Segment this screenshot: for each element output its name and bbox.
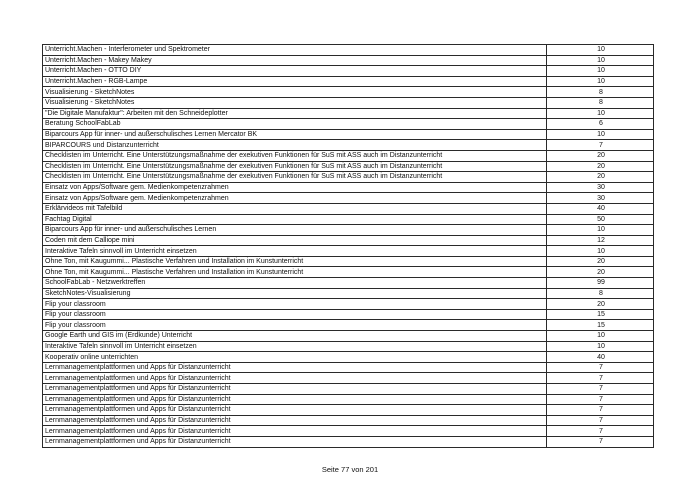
course-title-cell: Checklisten im Unterricht. Eine Unterstützungsmaßnahme der exekutiven Funktionen für SuS mit ASS auch im Distanzunterricht <box>43 161 547 172</box>
table-row <box>43 373 654 384</box>
course-title-cell: Unterricht.Machen - OTTO DIY <box>43 66 547 77</box>
participant-count-cell: 8 <box>547 87 654 98</box>
table-row <box>43 214 654 225</box>
table-row <box>43 45 654 56</box>
participant-count-cell: 7 <box>547 436 654 447</box>
table-row <box>43 341 654 352</box>
table-row <box>43 172 654 183</box>
participant-count-cell: 7 <box>547 362 654 373</box>
course-title-cell: Fachtag Digital <box>43 214 547 225</box>
course-title-cell: Biparcours App für inner- und außerschulisches Lernen <box>43 225 547 236</box>
course-table <box>42 44 654 448</box>
participant-count-cell: 10 <box>547 66 654 77</box>
participant-count-cell: 20 <box>547 161 654 172</box>
table-row <box>43 362 654 373</box>
table-row <box>43 331 654 342</box>
table-row <box>43 426 654 437</box>
participant-count-cell: 7 <box>547 405 654 416</box>
table-row <box>43 108 654 119</box>
table-row <box>43 161 654 172</box>
course-title-cell: Interaktive Tafeln sinnvoll im Unterricht einsetzen <box>43 246 547 257</box>
table-row <box>43 129 654 140</box>
table-row <box>43 66 654 77</box>
participant-count-cell: 7 <box>547 384 654 395</box>
participant-count-cell: 10 <box>547 129 654 140</box>
participant-count-cell: 7 <box>547 140 654 151</box>
participant-count-cell: 15 <box>547 309 654 320</box>
course-title-cell: Biparcours App für inner- und außerschulisches Lernen Mercator BK <box>43 129 547 140</box>
table-row <box>43 235 654 246</box>
participant-count-cell: 12 <box>547 235 654 246</box>
course-title-cell: Erklärvideos mit Tafelbild <box>43 203 547 214</box>
course-title-cell: SketchNotes-Visualisierung <box>43 288 547 299</box>
participant-count-cell: 10 <box>547 246 654 257</box>
participant-count-cell: 30 <box>547 182 654 193</box>
participant-count-cell: 20 <box>547 267 654 278</box>
table-row <box>43 87 654 98</box>
table-row <box>43 150 654 161</box>
participant-count-cell: 20 <box>547 150 654 161</box>
table-row <box>43 55 654 66</box>
participant-count-cell: 40 <box>547 203 654 214</box>
table-row <box>43 278 654 289</box>
table-row <box>43 394 654 405</box>
course-title-cell: Lernmanagementplattformen und Apps für Distanzunterricht <box>43 394 547 405</box>
table-row <box>43 97 654 108</box>
course-table-body <box>43 45 654 448</box>
table-row <box>43 225 654 236</box>
table-row <box>43 203 654 214</box>
participant-count-cell: 20 <box>547 256 654 267</box>
table-row <box>43 436 654 447</box>
participant-count-cell: 20 <box>547 172 654 183</box>
table-row <box>43 405 654 416</box>
course-title-cell: "Die Digitale Manufaktur": Arbeiten mit den Schneideplotter <box>43 108 547 119</box>
page-number: Seite 77 von 201 <box>321 465 379 474</box>
participant-count-cell: 10 <box>547 76 654 87</box>
course-title-cell: Flip your classroom <box>43 309 547 320</box>
course-title-cell: Ohne Ton, mit Kaugummi... Plastische Verfahren und Installation im Kunstunterricht <box>43 256 547 267</box>
table-row <box>43 299 654 310</box>
course-title-cell: Visualisierung - SketchNotes <box>43 87 547 98</box>
table-row <box>43 352 654 363</box>
course-title-cell: Google Earth und GIS im (Erdkunde) Unterricht <box>43 331 547 342</box>
participant-count-cell: 10 <box>547 55 654 66</box>
participant-count-cell: 7 <box>547 415 654 426</box>
table-row <box>43 267 654 278</box>
course-title-cell: Flip your classroom <box>43 299 547 310</box>
participant-count-cell: 10 <box>547 331 654 342</box>
table-row <box>43 182 654 193</box>
table-row <box>43 415 654 426</box>
course-title-cell: Flip your classroom <box>43 320 547 331</box>
course-title-cell: Lernmanagementplattformen und Apps für Distanzunterricht <box>43 362 547 373</box>
table-row <box>43 288 654 299</box>
course-title-cell: BIPARCOURS und Distanzunterricht <box>43 140 547 151</box>
course-title-cell: Lernmanagementplattformen und Apps für Distanzunterricht <box>43 415 547 426</box>
table-row <box>43 140 654 151</box>
course-title-cell: Lernmanagementplattformen und Apps für Distanzunterricht <box>43 426 547 437</box>
participant-count-cell: 40 <box>547 352 654 363</box>
course-title-cell: Beratung SchoolFabLab <box>43 119 547 130</box>
course-title-cell: SchoolFabLab - Netzwerktreffen <box>43 278 547 289</box>
table-row <box>43 246 654 257</box>
participant-count-cell: 7 <box>547 373 654 384</box>
course-title-cell: Unterricht.Machen - Interferometer und Spektrometer <box>43 45 547 56</box>
course-title-cell: Coden mit dem Calliope mini <box>43 235 547 246</box>
participant-count-cell: 10 <box>547 341 654 352</box>
participant-count-cell: 10 <box>547 108 654 119</box>
course-title-cell: Checklisten im Unterricht. Eine Unterstützungsmaßnahme der exekutiven Funktionen für SuS mit ASS auch im Distanzunterricht <box>43 150 547 161</box>
participant-count-cell: 20 <box>547 299 654 310</box>
participant-count-cell: 15 <box>547 320 654 331</box>
participant-count-cell: 7 <box>547 426 654 437</box>
participant-count-cell: 8 <box>547 97 654 108</box>
participant-count-cell: 99 <box>547 278 654 289</box>
participant-count-cell: 50 <box>547 214 654 225</box>
participant-count-cell: 10 <box>547 225 654 236</box>
course-title-cell: Checklisten im Unterricht. Eine Unterstützungsmaßnahme der exekutiven Funktionen für SuS mit ASS auch im Distanzunterricht <box>43 172 547 183</box>
table-row <box>43 76 654 87</box>
table-row <box>43 309 654 320</box>
table-row <box>43 320 654 331</box>
table-row <box>43 193 654 204</box>
course-title-cell: Ohne Ton, mit Kaugummi... Plastische Verfahren und Installation im Kunstunterricht <box>43 267 547 278</box>
course-title-cell: Lernmanagementplattformen und Apps für Distanzunterricht <box>43 405 547 416</box>
course-title-cell: Visualisierung - SketchNotes <box>43 97 547 108</box>
table-row <box>43 384 654 395</box>
participant-count-cell: 10 <box>547 45 654 56</box>
course-title-cell: Kooperativ online unterrichten <box>43 352 547 363</box>
participant-count-cell: 7 <box>547 394 654 405</box>
table-row <box>43 256 654 267</box>
course-title-cell: Einsatz von Apps/Software gem. Medienkompetenzrahmen <box>43 182 547 193</box>
course-title-cell: Interaktive Tafeln sinnvoll im Unterricht einsetzen <box>43 341 547 352</box>
course-title-cell: Lernmanagementplattformen und Apps für Distanzunterricht <box>43 373 547 384</box>
course-title-cell: Einsatz von Apps/Software gem. Medienkompetenzrahmen <box>43 193 547 204</box>
course-title-cell: Lernmanagementplattformen und Apps für Distanzunterricht <box>43 436 547 447</box>
course-title-cell: Lernmanagementplattformen und Apps für Distanzunterricht <box>43 384 547 395</box>
table-row <box>43 119 654 130</box>
course-title-cell: Unterricht.Machen - Makey Makey <box>43 55 547 66</box>
course-title-cell: Unterricht.Machen - RGB-Lampe <box>43 76 547 87</box>
participant-count-cell: 30 <box>547 193 654 204</box>
participant-count-cell: 6 <box>547 119 654 130</box>
participant-count-cell: 8 <box>547 288 654 299</box>
